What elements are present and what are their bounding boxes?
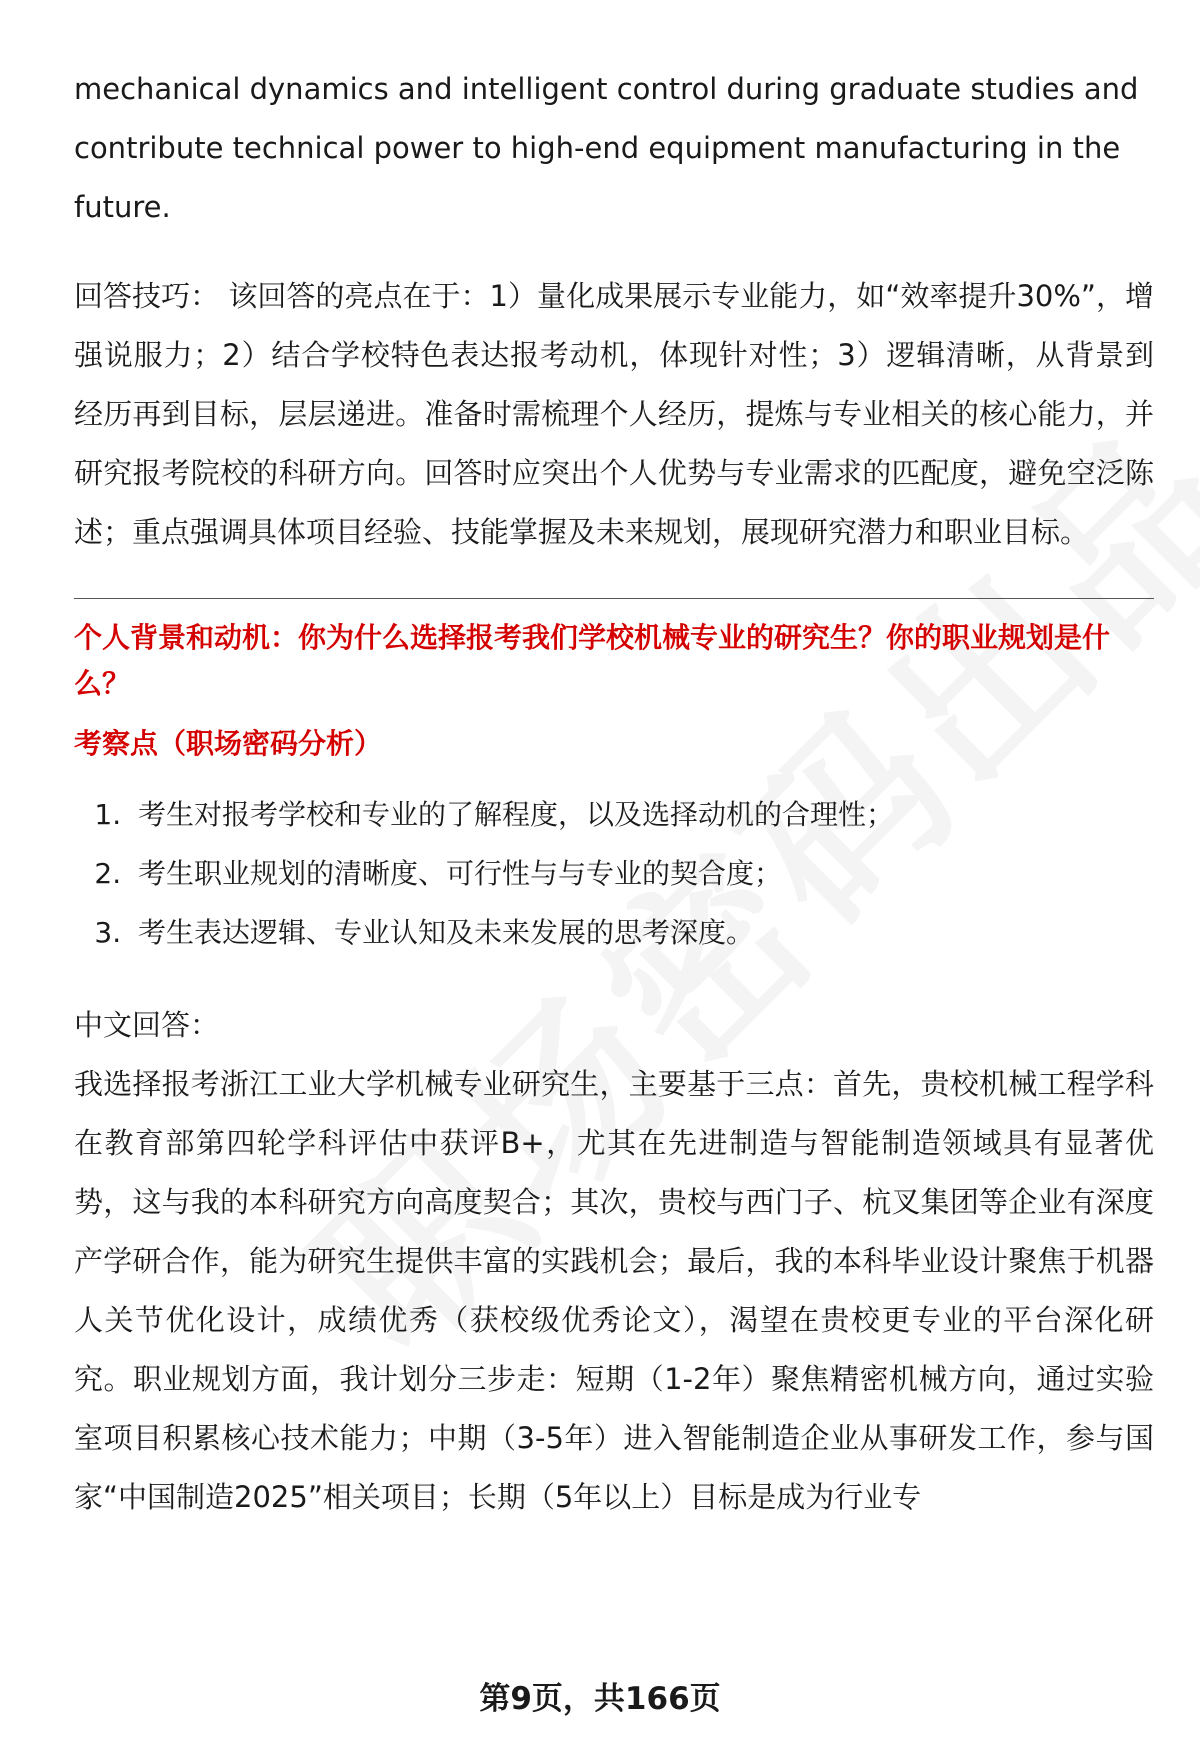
assessment-point: 1. 考生对报考学校和专业的了解程度，以及选择动机的合理性； (130, 785, 1154, 844)
assessment-heading: 考察点（职场密码分析） (74, 727, 383, 760)
page-footer: 第9页，共166页 (479, 1681, 721, 1717)
chinese-answer-text: 我选择报考浙江工业大学机械专业研究生，主要基于三点：首先，贵校机械工程学科在教育部第四轮学科评估中获评B+，尤其在先进制造与智能制造领域具有显著优势，这与我的本科研究方向高度契合；其次，贵校与西门子、杭叉集团等企业有深度产学研合作，能为研究生提供丰富的实践机会；最后，我的本科毕业设计聚焦于机器人关节优化设计，成绩优秀（获校级优秀论文），渴望在贵校更专业的平台深化研究。职业规划方面，我计划分三步走：短期（1-2年）聚焦精密机械方向，通过实验室项目积累核心技术能力；中期（3-5年）进入智能制造企业从事研发工作，参与国家“中国制造2025”相关项目；长期（5年以上）目标是成为行业专 (74, 1067, 1154, 1514)
assessment-point: 2. 考生职业规划的清晰度、可行性与与专业的契合度； (130, 844, 1154, 903)
chinese-answer-label: 中文回答： (74, 1008, 220, 1042)
assessment-point: 3. 考生表达逻辑、专业认知及未来发展的思考深度。 (130, 903, 1154, 962)
assessment-list (74, 785, 1154, 962)
intro-text: mechanical dynamics and intelligent control during graduate studies and contribute technical power to high-end equipment manufacturing in the future. (74, 72, 1139, 224)
question-heading: 个人背景和动机：你为什么选择报考我们学校机械专业的研究生？你的职业规划是什么？ (74, 621, 1111, 700)
section-divider (74, 598, 1154, 599)
answer-tip: 回答技巧： 该回答的亮点在于：1）量化成果展示专业能力，如“效率提升30%”，增强说服力；2）结合学校特色表达报考动机，体现针对性；3）逻辑清晰，从背景到经历再到目标，层层递进。准备时需梳理个人经历，提炼与专业相关的核心能力，并研究报考院校的科研方向。回答时应突出个人优势与专业需求的匹配度，避免空泛陈述；重点强调具体项目经验、技能掌握及未来规划，展现研究潜力和职业目标。 (74, 279, 1154, 549)
document-page (74, 60, 1154, 1527)
